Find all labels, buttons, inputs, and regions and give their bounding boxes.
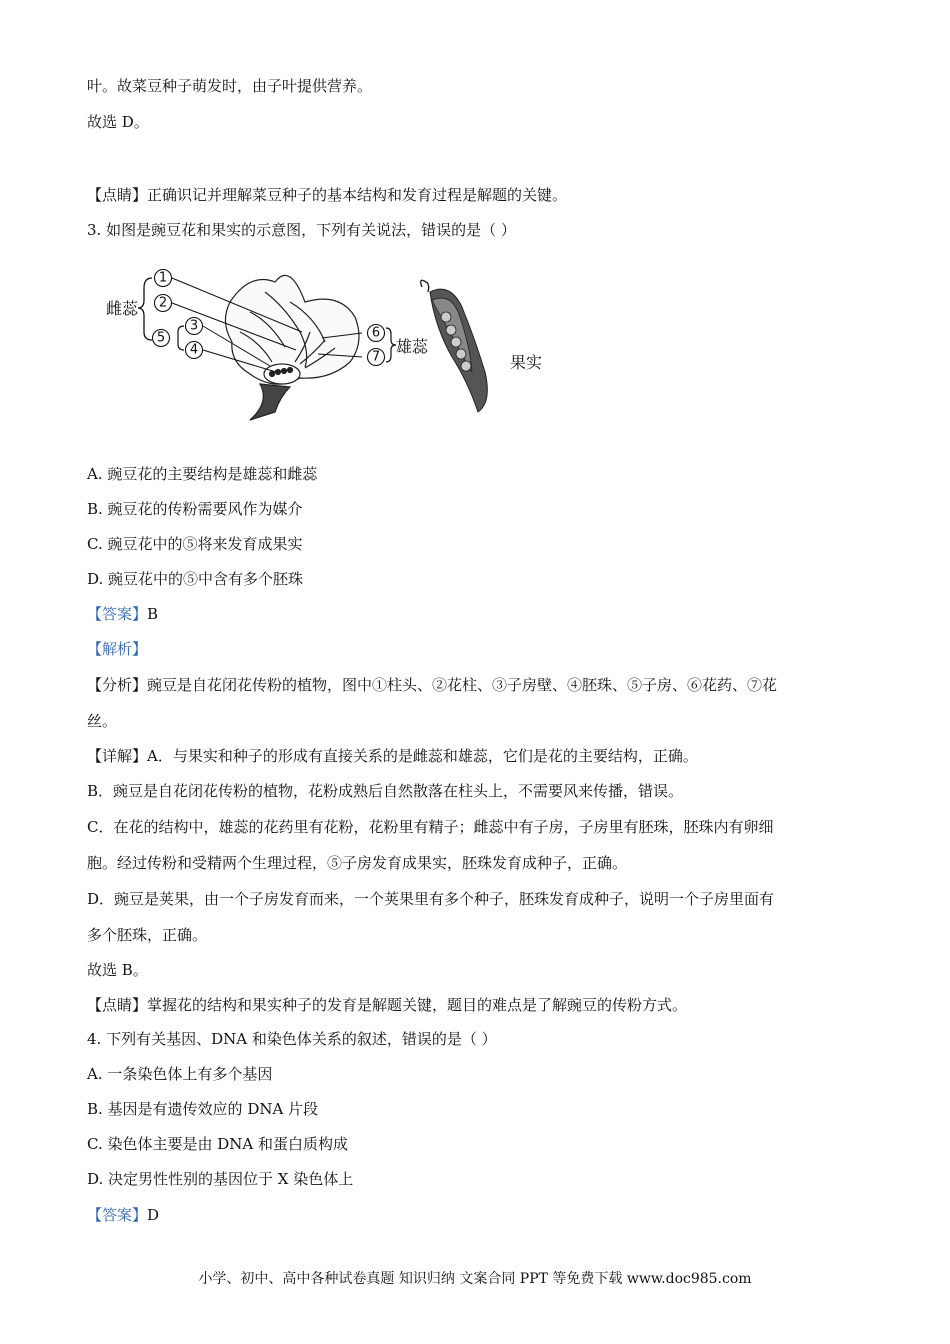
num-5: 5 bbox=[156, 330, 166, 346]
answer-value: D bbox=[147, 1206, 160, 1224]
q3-detail-d1: D．豌豆是荚果，由一个子房发育而来，一个荚果里有多个种子，胚珠发育成种子，说明一个子房里面有 bbox=[87, 890, 775, 908]
q3-stem: 3. 如图是豌豆花和果实的示意图，下列有关说法，错误的是（ ） bbox=[87, 221, 516, 239]
num-7: 7 bbox=[371, 349, 381, 365]
dianjing-tag: 【点睛】 bbox=[87, 996, 148, 1014]
dianjing-text: 正确识记并理解菜豆种子的基本结构和发育过程是解题的关键。 bbox=[147, 186, 568, 204]
dianjing-tag: 【点睛】 bbox=[87, 186, 148, 204]
label-fruit: 果实 bbox=[510, 353, 543, 372]
dianjing-text: 掌握花的结构和果实种子的发育是解题关键，题目的难点是了解豌豆的传粉方式。 bbox=[147, 996, 688, 1014]
q3-detail-a bbox=[87, 746, 698, 766]
q3-detail-c2: 胞。经过传粉和受精两个生理过程，⑤子房发育成果实，胚珠发育成种子，正确。 bbox=[87, 854, 628, 872]
q3-analysis-tag: 【解析】 bbox=[87, 640, 148, 658]
q3-choose: 故选 B。 bbox=[87, 961, 148, 979]
q4-option-d: D. 决定男性性别的基因位于 X 染色体上 bbox=[87, 1170, 354, 1188]
prev-choose: 故选 D。 bbox=[87, 113, 149, 131]
q3-option-b: B. 豌豆花的传粉需要风作为媒介 bbox=[87, 500, 303, 518]
q4-option-b: B. 基因是有遗传效应的 DNA 片段 bbox=[87, 1100, 319, 1118]
fenxi-tag: 【分析】 bbox=[87, 676, 148, 694]
q3-detail-b: B．豌豆是自花闭花传粉的植物，花粉成熟后自然散落在柱头上，不需要风来传播，错误。 bbox=[87, 782, 684, 800]
pea-pod-drawing bbox=[421, 280, 488, 412]
q4-option-c: C. 染色体主要是由 DNA 和蛋白质构成 bbox=[87, 1135, 348, 1153]
num-2: 2 bbox=[158, 295, 168, 311]
label-stamen: 雄蕊 bbox=[396, 337, 429, 356]
q3-fenxi-cont: 丝。 bbox=[87, 712, 118, 730]
q4-answer bbox=[87, 1205, 159, 1225]
num-3: 3 bbox=[189, 318, 199, 334]
prev-dianjing bbox=[87, 185, 567, 205]
num-1: 1 bbox=[158, 270, 168, 286]
q3-fenxi bbox=[87, 675, 777, 695]
detail-a-text: A．与果实和种子的形成有直接关系的是雌蕊和雄蕊，它们是花的主要结构，正确。 bbox=[147, 747, 698, 765]
q3-option-d: D. 豌豆花中的⑤中含有多个胚珠 bbox=[87, 570, 304, 588]
num-4: 4 bbox=[189, 342, 199, 358]
q3-detail-d2: 多个胚珠，正确。 bbox=[87, 926, 208, 944]
page-footer: 小学、初中、高中各种试卷真题 知识归纳 文案合同 PPT 等免费下载 www.doc985.com bbox=[198, 1271, 752, 1287]
q3-dianjing bbox=[87, 995, 687, 1015]
fenxi-text: 豌豆是自花闭花传粉的植物，图中①柱头、②花柱、③子房壁、④胚珠、⑤子房、⑥花药、⑦花 bbox=[147, 676, 778, 694]
q3-option-a: A. 豌豆花的主要结构是雄蕊和雌蕊 bbox=[87, 465, 318, 483]
prev-explanation-line: 叶。故菜豆种子萌发时，由子叶提供营养。 bbox=[87, 77, 373, 95]
q3-detail-c1: C．在花的结构中，雄蕊的花药里有花粉，花粉里有精子；雌蕊中有子房，子房里有胚珠，胚珠内有卵细 bbox=[87, 818, 774, 836]
pea-flower-drawing bbox=[225, 275, 359, 420]
q4-option-a: A. 一条染色体上有多个基因 bbox=[87, 1065, 273, 1083]
detail-tag: 【详解】 bbox=[87, 747, 148, 765]
answer-tag: 【答案】 bbox=[87, 1206, 148, 1224]
answer-tag: 【答案】 bbox=[87, 605, 148, 623]
answer-value: B bbox=[147, 605, 159, 623]
pea-flower-fruit-figure bbox=[100, 262, 560, 432]
q3-answer bbox=[87, 604, 158, 624]
q4-stem: 4. 下列有关基因、DNA 和染色体关系的叙述，错误的是（ ） bbox=[87, 1030, 497, 1048]
q3-option-c: C. 豌豆花中的⑤将来发育成果实 bbox=[87, 535, 303, 553]
num-6: 6 bbox=[371, 325, 381, 341]
label-pistil: 雌蕊 bbox=[106, 299, 139, 318]
